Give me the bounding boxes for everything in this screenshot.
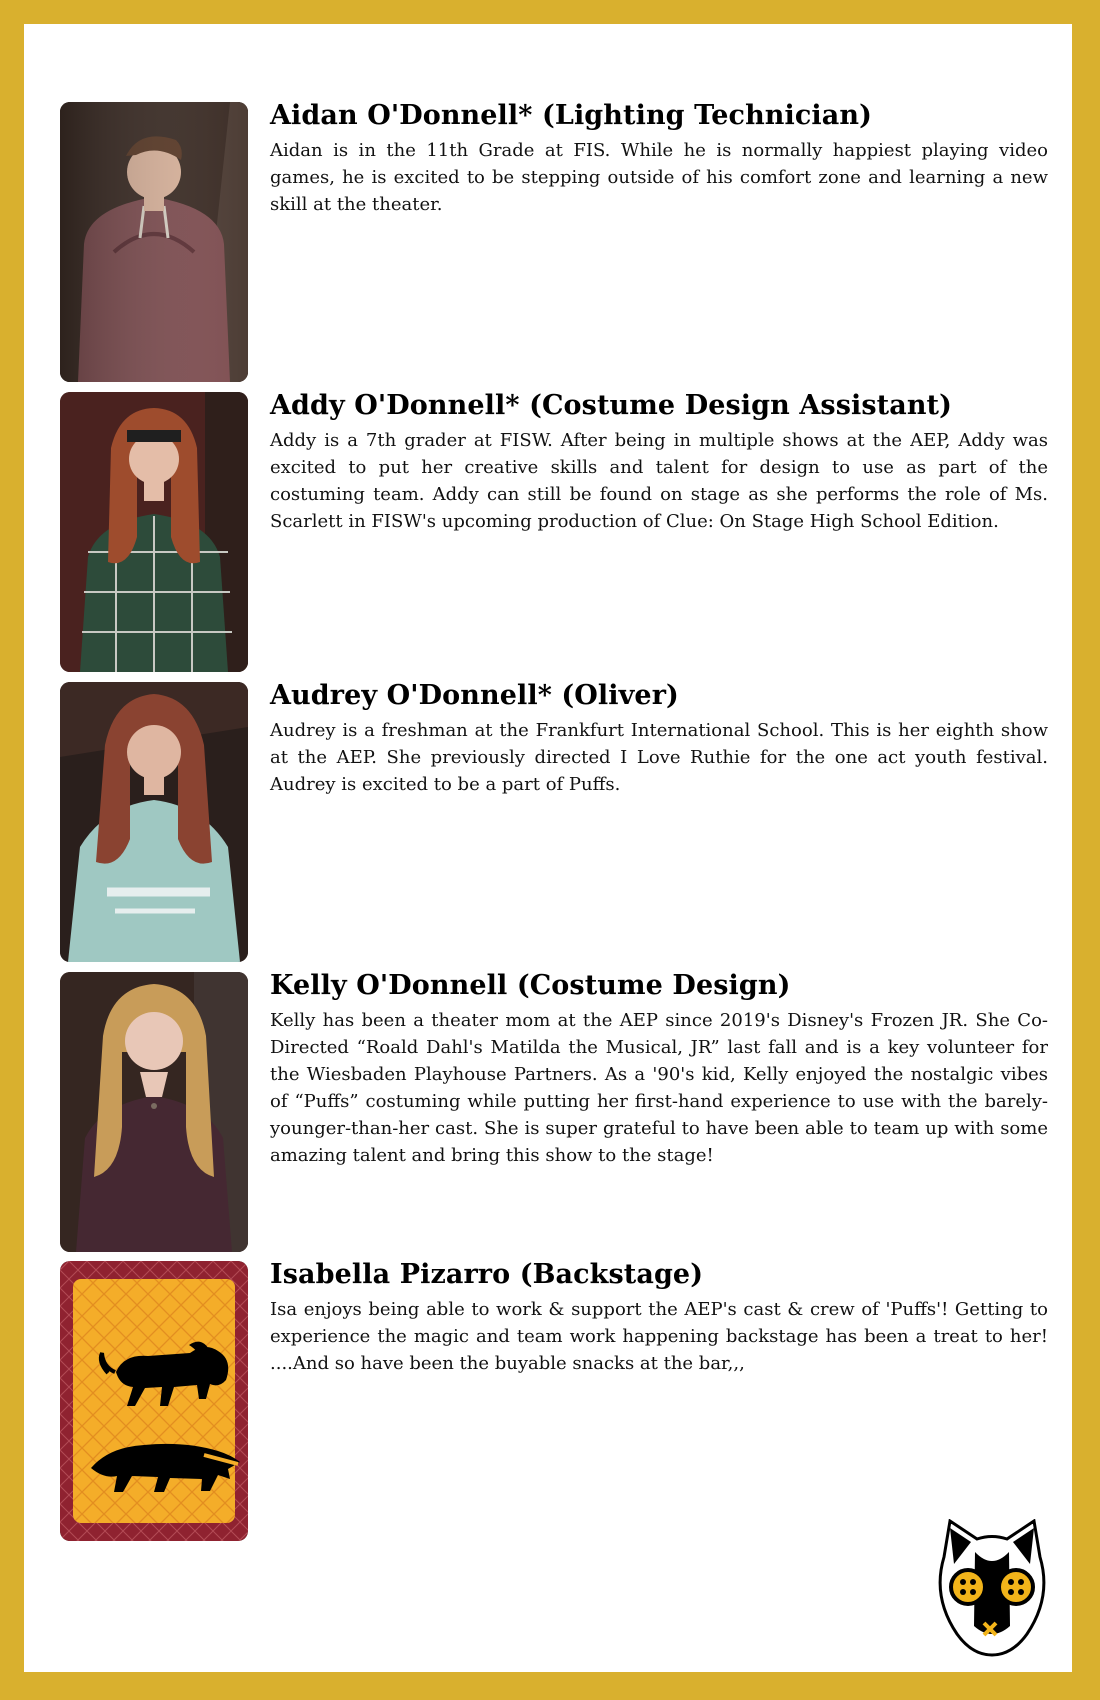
bio-name: Addy O'Donnell* (Costume Design Assistant) — [270, 390, 953, 421]
headshot-photo — [60, 102, 248, 382]
bio-body: Aidan is in the 11th Grade at FIS. While he is normally happiest playing video games, he is excited to be stepping outside of his comfort zone and learning a new skill at the theater. — [270, 140, 1048, 215]
bio-body: Addy is a 7th grader at FISW. After being in multiple shows at the AEP, Addy was excited to put her creative skills and talent for design to use as part of the costuming team. Addy can still be found on stage as she performs the role of Ms. Scarlett in FISW's upcoming production of Clue: On Stage High School Edition. — [270, 430, 1048, 532]
bio-audrey — [42, 682, 1052, 962]
bio-body: Isa enjoys being able to work & support the AEP's cast & crew of 'Puffs'! Getting to experience the magic and team work happening backstage has been a treat to her! ....And so have been the buyable snacks at the bar,,, — [270, 1299, 1048, 1374]
bio-name: Isabella Pizarro (Backstage) — [270, 1259, 704, 1290]
bio-addy — [42, 392, 1052, 672]
headshot-photo — [60, 392, 248, 672]
bio-body: Kelly has been a theater mom at the AEP since 2019's Disney's Frozen JR. She Co-Directed “Roald Dahl's Matilda the Musical, JR” last fall and is a key volunteer for the Wiesbaden Playhouse Partners. As a '90's kid, Kelly enjoyed the nostalgic vibes of “Puffs” costuming while putting her first-hand experience to use with the barely-younger-than-her cast. She is super grateful to have been able to team up with some amazing talent and bring this show to the stage! — [270, 1010, 1048, 1166]
bio-isabella — [42, 1261, 1052, 1541]
bio-aidan — [42, 102, 1052, 382]
badger-face-badge-icon — [932, 1519, 1052, 1659]
bio-name: Audrey O'Donnell* (Oliver) — [270, 680, 679, 711]
headshot-photo — [60, 972, 248, 1252]
bio-name: Kelly O'Donnell (Costume Design) — [270, 970, 791, 1001]
bio-name: Aidan O'Donnell* (Lighting Technician) — [270, 100, 872, 131]
bio-kelly — [42, 972, 1052, 1252]
house-crest-card — [60, 1261, 248, 1541]
program-page — [24, 24, 1072, 1672]
bio-body: Audrey is a freshman at the Frankfurt International School. This is her eighth show at the AEP. She previously directed I Love Ruthie for the one act youth festival. Audrey is excited to be a part of Puffs. — [270, 720, 1048, 795]
headshot-photo — [60, 682, 248, 962]
